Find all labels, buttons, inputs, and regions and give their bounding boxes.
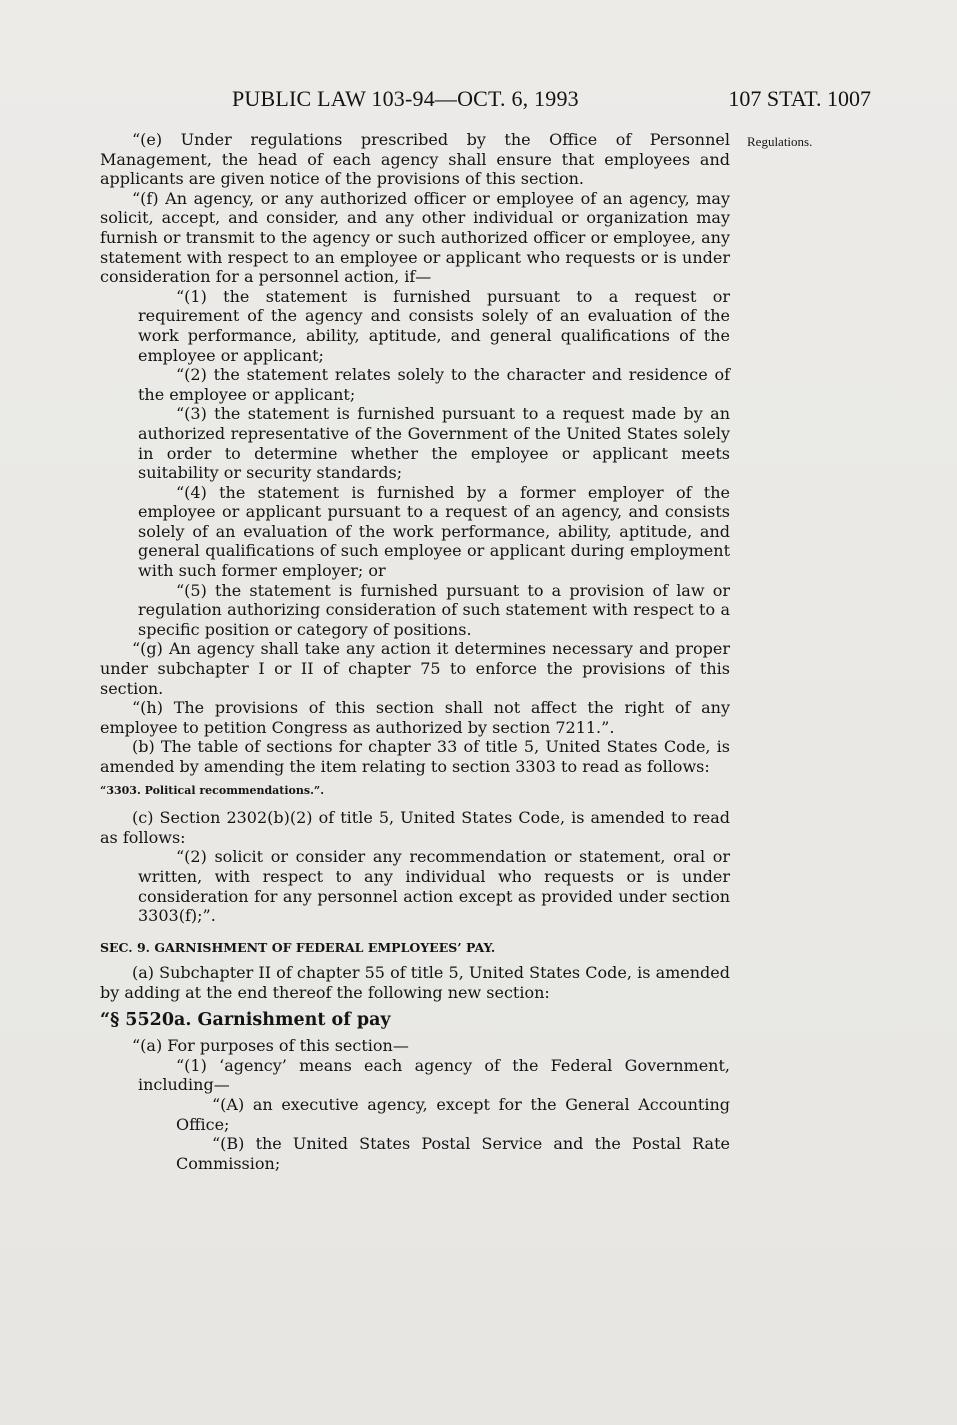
section-title-5520a: “§ 5520a. Garnishment of pay (100, 1009, 391, 1030)
table-item-3303: “3303. Political recommendations.”. (100, 783, 325, 797)
paragraph-f: “(f) An agency, or any authorized officer or employee of an agency, may solicit, accept, and consider, and any other individual or organization may furnish or transmit to the agency or such authorized officer or employee, any statement with respect to an employee or applicant who requests or is under consideration for a personnel action, if— (100, 188, 730, 287)
paragraph-c: (c) Section 2302(b)(2) of title 5, United States Code, is amended to read as follows: (100, 808, 730, 847)
paragraph-f-1: “(1) the statement is furnished pursuant to a request or requirement of the agency and consists solely of an evaluation of the work performance, ability, aptitude, and general qualifications of the employee or applicant; (138, 286, 730, 365)
paragraph-f-5: “(5) the statement is furnished pursuant to a provision of law or regulation authorizing consideration of such statement with respect to a specific position or category of positions. (138, 580, 730, 639)
paragraph-c-2: “(2) solicit or consider any recommendation or statement, oral or written, with respect to any individual who requests or is under consideration for any personnel action except as provided under section 3303(f);”. (138, 847, 730, 926)
paragraph-f-2: “(2) the statement relates solely to the character and residence of the employee or applicant; (138, 365, 730, 404)
page-header-title: PUBLIC LAW 103-94—OCT. 6, 1993 (232, 86, 579, 111)
document-body (100, 130, 730, 1173)
paragraph-f-4: “(4) the statement is furnished by a former employer of the employee or applicant pursuant to a request of an agency, and consists solely of an evaluation of the work performance, ability, aptitude, and general qualifications of such employee or applicant during employment with such former employer; or (138, 482, 730, 581)
paragraph-5520a-a-1-B: “(B) the United States Postal Service and the Postal Rate Commission; (176, 1134, 730, 1173)
paragraph-h: “(h) The provisions of this section shall not affect the right of any employee to petition Congress as authorized by section 7211.”. (100, 698, 730, 737)
page-header-stat: 107 STAT. 1007 (728, 86, 871, 111)
paragraph-e: “(e) Under regulations prescribed by the Office of Personnel Management, the head of each agency shall ensure that employees and applicants are given notice of the provisions of this section. (100, 130, 730, 189)
section-heading-sec-9: SEC. 9. GARNISHMENT OF FEDERAL EMPLOYEES’ PAY. (100, 939, 496, 955)
paragraph-sec9-a: (a) Subchapter II of chapter 55 of title 5, United States Code, is amended by adding at the end thereof the following new section: (100, 963, 730, 1002)
margin-note-regulations: Regulations. (747, 134, 813, 149)
paragraph-g: “(g) An agency shall take any action it determines necessary and proper under subchapter I or II of chapter 75 to enforce the provisions of this section. (100, 639, 730, 698)
paragraph-5520a-a-1: “(1) ‘agency’ means each agency of the Federal Government, including— (138, 1055, 730, 1095)
paragraph-5520a-a-1-A: “(A) an executive agency, except for the General Accounting Office; (176, 1094, 730, 1134)
paragraph-5520a-a: “(a) For purposes of this section— (132, 1036, 409, 1056)
paragraph-b: (b) The table of sections for chapter 33 of title 5, United States Code, is amended by amending the item relating to section 3303 to read as follows: (100, 737, 730, 776)
paragraph-f-3: “(3) the statement is furnished pursuant to a request made by an authorized representative of the Government of the United States solely in order to determine whether the employee or applicant meets suitability or security standards; (138, 404, 730, 483)
